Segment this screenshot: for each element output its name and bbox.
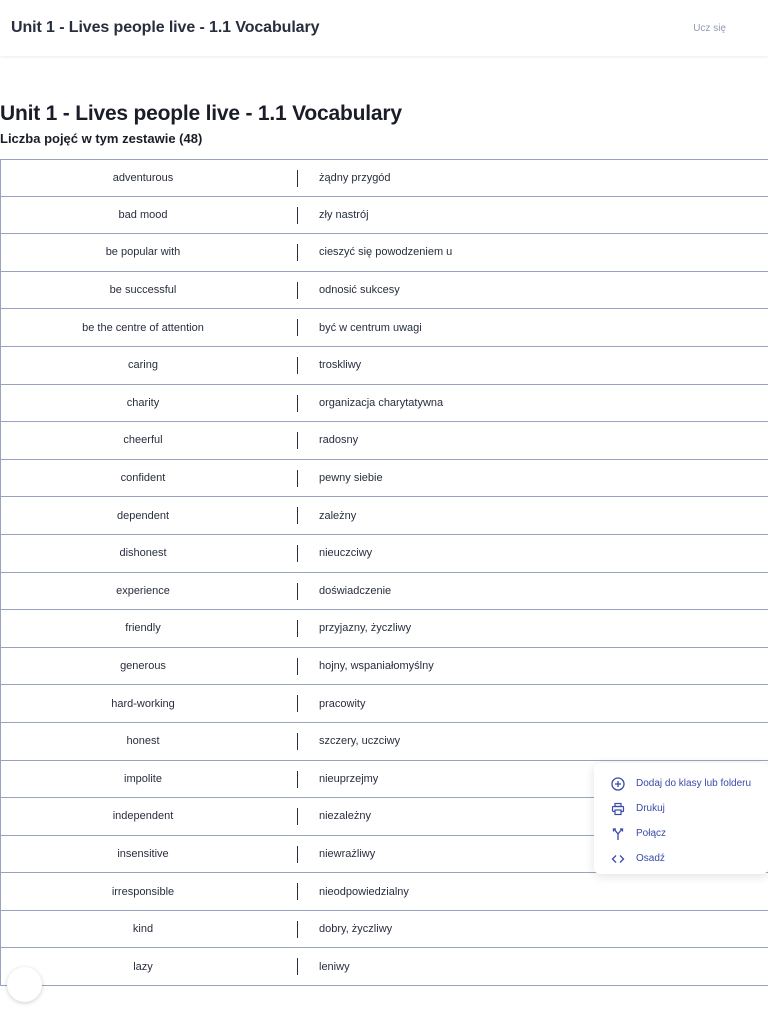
term-row (1, 911, 768, 949)
term-definition: być w centrum uwagi (319, 321, 422, 334)
term-divider (297, 357, 298, 374)
combine-button[interactable] (610, 821, 768, 846)
term-count: Liczba pojęć w tym zestawie (48) (0, 131, 203, 146)
term-definition: zależny (319, 509, 357, 522)
term-definition: niezależny (319, 810, 371, 823)
term-word: kind (132, 923, 154, 936)
term-row (1, 873, 768, 911)
term-divider (297, 207, 298, 224)
term-word: impolite (124, 772, 162, 785)
term-definition: niewrażliwy (319, 847, 376, 860)
term-word: experience (116, 584, 170, 597)
term-divider (297, 545, 298, 562)
term-row (1, 422, 768, 460)
term-divider (297, 733, 298, 750)
term-definition: dobry, życzliwy (319, 923, 393, 936)
term-definition: przyjazny, życzliwy (319, 622, 412, 635)
embed-button[interactable] (610, 846, 768, 871)
term-divider (297, 170, 298, 187)
term-word: irresponsible (111, 885, 175, 898)
term-word: generous (120, 660, 166, 673)
term-row (1, 723, 768, 761)
term-row (1, 272, 768, 310)
floating-action-button[interactable] (7, 967, 42, 1002)
term-word: confident (120, 472, 166, 485)
term-word: dishonest (119, 547, 167, 560)
term-definition: szczery, uczciwy (319, 735, 401, 748)
term-row (1, 648, 768, 686)
term-definition: odnosić sukcesy (319, 284, 400, 297)
add-to-class-label: Dodaj do klasy lub folderu (636, 778, 752, 789)
term-word: honest (126, 735, 160, 748)
header-title: Unit 1 - Lives people live - 1.1 Vocabulary (11, 19, 320, 36)
term-divider (297, 658, 298, 675)
term-row (1, 573, 768, 611)
term-row (1, 497, 768, 535)
plus-circle-icon (610, 776, 626, 792)
term-divider (297, 620, 298, 637)
term-divider (297, 244, 298, 261)
term-divider (297, 808, 298, 825)
term-divider (297, 958, 298, 975)
embed-label: Osadź (636, 853, 665, 864)
term-divider (297, 695, 298, 712)
term-word: be popular with (105, 246, 181, 259)
term-row (1, 610, 768, 648)
term-word: charity (126, 396, 160, 409)
term-row (1, 385, 768, 423)
term-definition: leniwy (319, 960, 350, 973)
learn-link[interactable]: Ucz się (693, 22, 726, 34)
print-label: Drukuj (636, 803, 665, 814)
combine-label: Połącz (636, 828, 667, 839)
term-word: be the centre of attention (82, 321, 204, 334)
term-definition: hojny, wspaniałomyślny (319, 660, 434, 673)
term-word: bad mood (118, 208, 168, 221)
term-row (1, 685, 768, 723)
term-divider (297, 507, 298, 524)
term-word: adventurous (112, 171, 174, 184)
term-word: independent (112, 810, 174, 823)
term-word: hard-working (111, 697, 175, 710)
term-divider (297, 846, 298, 863)
term-row (1, 535, 768, 573)
merge-icon (610, 826, 626, 842)
term-divider (297, 432, 298, 449)
term-definition: doświadczenie (319, 584, 392, 597)
term-definition: zły nastrój (319, 208, 369, 221)
term-row (1, 234, 768, 272)
term-divider (297, 470, 298, 487)
term-word: insensitive (117, 847, 169, 860)
term-definition: nieuczciwy (319, 547, 373, 560)
term-definition: pewny siebie (319, 472, 383, 485)
term-definition: radosny (319, 434, 359, 447)
term-divider (297, 771, 298, 788)
term-row (1, 197, 768, 235)
term-row (1, 948, 768, 986)
term-row (1, 347, 768, 385)
term-row (1, 159, 768, 197)
term-definition: troskliwy (319, 359, 362, 372)
term-definition: żądny przygód (319, 171, 391, 184)
term-word: friendly (125, 622, 161, 635)
term-divider (297, 921, 298, 938)
print-button[interactable] (610, 796, 768, 821)
term-word: be successful (109, 284, 177, 297)
term-word: lazy (133, 960, 153, 973)
term-definition: nieodpowiedzialny (319, 885, 409, 898)
term-definition: pracowity (319, 697, 366, 710)
code-icon (610, 851, 626, 867)
term-definition: cieszyć się powodzeniem u (319, 246, 453, 259)
term-row (1, 460, 768, 498)
add-to-class-button[interactable] (610, 771, 768, 796)
term-definition: organizacja charytatywna (319, 396, 444, 409)
action-menu (594, 763, 768, 874)
term-divider (297, 282, 298, 299)
page-title: Unit 1 - Lives people live - 1.1 Vocabulary (0, 102, 402, 125)
term-row (1, 309, 768, 347)
term-word: cheerful (123, 434, 163, 447)
printer-icon (610, 801, 626, 817)
term-word: dependent (117, 509, 169, 522)
top-bar (0, 0, 768, 56)
term-divider (297, 319, 298, 336)
term-divider (297, 583, 298, 600)
term-word: caring (128, 359, 158, 372)
term-divider (297, 883, 298, 900)
term-divider (297, 395, 298, 412)
term-definition: nieuprzejmy (319, 772, 379, 785)
